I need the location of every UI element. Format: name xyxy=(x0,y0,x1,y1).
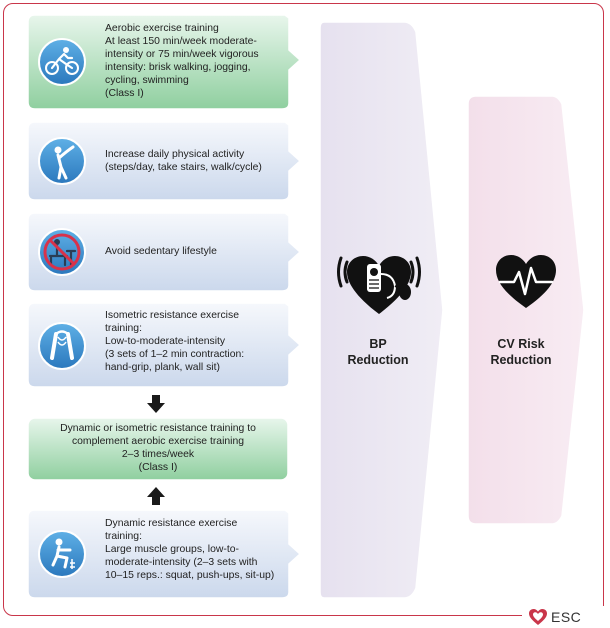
esc-logo xyxy=(528,608,581,626)
esc-heart-icon xyxy=(528,608,548,626)
combined-line-3: 2–3 times/week xyxy=(121,449,195,460)
aerobic-line-6: (Class I) xyxy=(105,88,144,99)
heart-ecg-icon xyxy=(492,252,560,317)
aerobic-line-3: intensity or 75 min/week vigorous xyxy=(105,49,259,60)
sedentary-box xyxy=(27,212,302,292)
cycling-icon xyxy=(37,37,87,92)
squat-person-icon xyxy=(37,529,87,584)
heart-blood-pressure-icon xyxy=(333,244,425,329)
esc-logo-text: ESC xyxy=(551,609,582,625)
isometric-training-box xyxy=(27,302,302,388)
dynamic-line-2: training: xyxy=(105,531,142,542)
daily-activity-line-1: Increase daily physical activity xyxy=(105,149,245,160)
bp-label-line-1: BP xyxy=(369,337,387,351)
combined-training-box xyxy=(27,417,289,481)
sedentary-line-1: Avoid sedentary lifestyle xyxy=(105,246,217,257)
dynamic-line-1: Dynamic resistance exercise xyxy=(105,518,238,529)
daily-activity-box xyxy=(27,121,302,201)
combined-line-2: complement aerobic exercise training xyxy=(71,436,245,447)
up-arrow-icon xyxy=(146,486,166,511)
combined-line-4: (Class I) xyxy=(138,462,178,473)
isometric-line-5: hand-grip, plank, wall sit) xyxy=(105,362,220,373)
isometric-line-4: (3 sets of 1–2 min contraction: xyxy=(105,349,245,360)
bp-label-line-2: Reduction xyxy=(347,353,409,367)
isometric-line-1: Isometric resistance exercise xyxy=(105,310,239,321)
dynamic-line-5: 10–15 reps.: squat, push-ups, sit-up) xyxy=(105,570,275,581)
isometric-line-3: Low-to-moderate-intensity xyxy=(105,336,226,347)
isometric-line-2: training: xyxy=(105,323,142,334)
aerobic-line-4: intensity: brisk walking, jogging, xyxy=(105,62,251,73)
hand-grip-icon xyxy=(37,321,87,376)
combined-line-1: Dynamic or isometric resistance training to xyxy=(60,423,256,434)
down-arrow-icon xyxy=(146,394,166,419)
dynamic-training-box xyxy=(27,509,302,599)
aerobic-line-1: Aerobic exercise training xyxy=(105,23,219,34)
cv-label-line-1: CV Risk xyxy=(497,337,545,351)
aerobic-line-2: At least 150 min/week moderate- xyxy=(105,36,257,47)
aerobic-line-5: cycling, swimming xyxy=(105,75,189,86)
dynamic-line-3: Large muscle groups, low-to- xyxy=(105,544,239,555)
aerobic-training-box xyxy=(27,14,302,110)
stretching-person-icon xyxy=(37,136,87,191)
cv-label-line-2: Reduction xyxy=(490,353,552,367)
daily-activity-line-2: (steps/day, take stairs, walk/cycle) xyxy=(105,162,262,173)
no-sitting-icon xyxy=(37,227,87,282)
dynamic-line-4: moderate-intensity (2–3 sets with xyxy=(105,557,258,568)
